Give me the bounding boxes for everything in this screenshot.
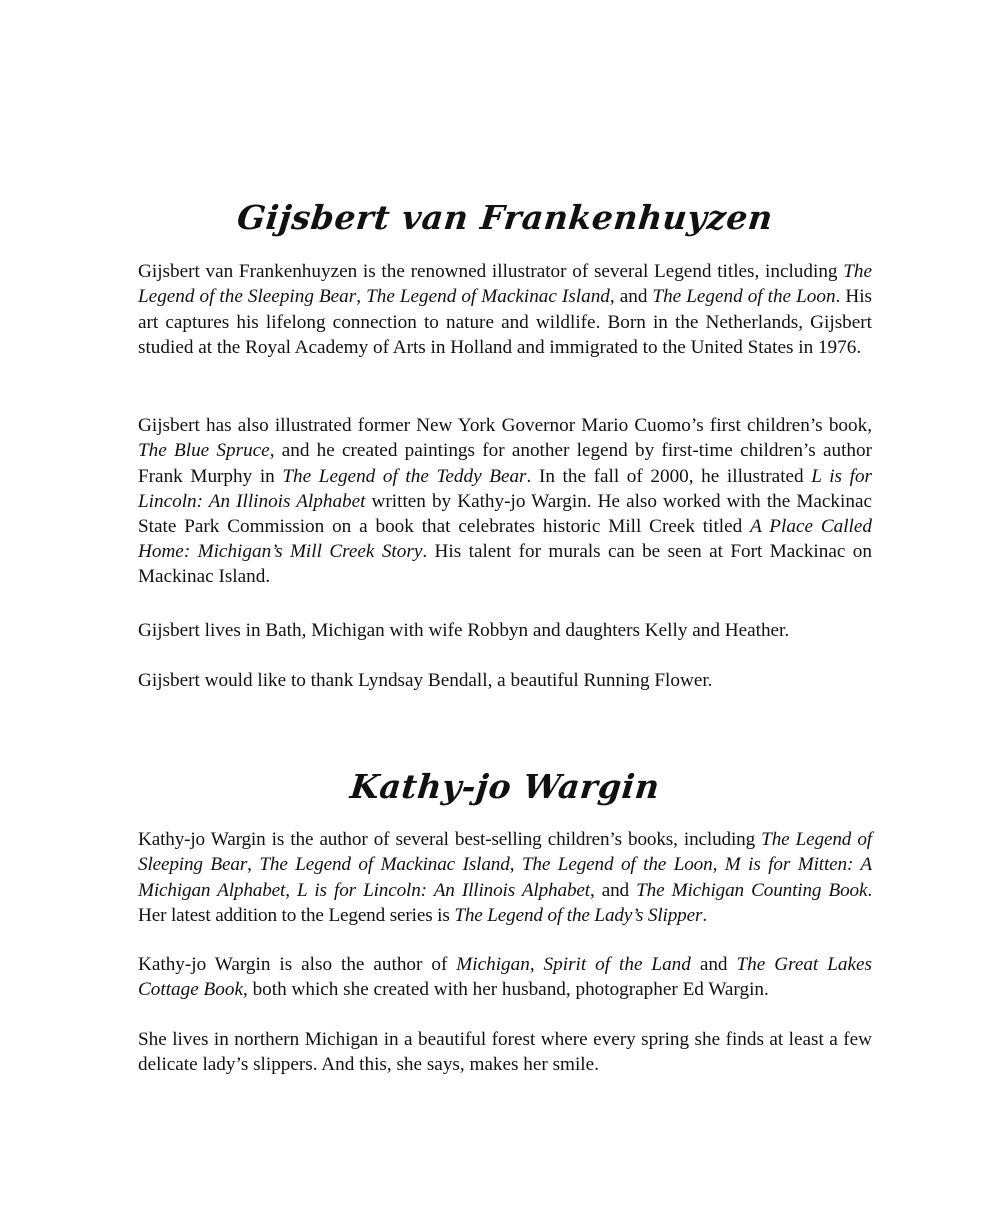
- body-text: . His art captures his lifelong connection to nature and wildlife. Born in the Netherlands, Gijsbert studied at the Royal Academy of Arts in Holland and immigrated to the United States in 1976.: [138, 286, 873, 358]
- book-title: L is for Lincoln: An Illinois Alphabet: [138, 465, 873, 512]
- body-text: , and: [609, 286, 653, 308]
- body-text: Kathy-jo Wargin is the author of several best-selling children’s books, including: [138, 829, 762, 851]
- body-text: Gijsbert has also illustrated former New York Governor Mario Cuomo’s first children’s book,: [138, 415, 872, 437]
- book-title: The Great Lakes Cottage Book: [138, 954, 872, 1001]
- body-text: written by Kathy-jo Wargin. He also worked with the Mackinac State Park Commission on a book that celebrates historic Mill Creek titled: [138, 490, 872, 537]
- book-title: The Michigan Counting Book: [636, 879, 868, 901]
- section-heading-gijsbert-van-frankenhuyzen: Gijsbert van Frankenhuyzen: [235, 198, 775, 238]
- body-text: . Her latest addition to the Legend series is: [138, 879, 872, 926]
- body-text: ,: [285, 879, 298, 901]
- body-text: ,: [509, 854, 522, 876]
- book-title: The Legend of the Loon: [521, 854, 713, 876]
- paragraph-gijsbert-family: [138, 618, 872, 643]
- body-text: Gijsbert van Frankenhuyzen is the renowned illustrator of several Legend titles, including: [138, 261, 844, 283]
- body-text: and: [690, 954, 737, 976]
- body-text: , and: [589, 879, 637, 901]
- paragraph-kathyjo-home: [138, 1027, 872, 1077]
- body-text: , both which she created with her husband, photographer Ed Wargin.: [242, 979, 769, 1001]
- body-text: Kathy-jo Wargin is also the author of: [138, 954, 457, 976]
- body-text: Gijsbert would like to thank Lyndsay Bendall, a beautiful Running Flower.: [138, 670, 713, 692]
- paragraph-kathyjo-books: [138, 827, 872, 928]
- section-heading-kathy-jo-wargin: Kathy-jo Wargin: [348, 767, 662, 807]
- body-text: . His talent for murals can be seen at Fort Mackinac on Mackinac Island.: [138, 541, 872, 588]
- body-text: She lives in northern Michigan in a beautiful forest where every spring she finds at least a few delicate lady’s slippers. And this, she says, makes her smile.: [138, 1029, 872, 1076]
- body-text: ,: [712, 854, 725, 876]
- book-title: The Legend of the Lady’s Slipper: [454, 904, 703, 926]
- body-text: . In the fall of 2000, he illustrated: [526, 465, 812, 487]
- paragraph-kathyjo-collaborations: [138, 952, 872, 1002]
- book-title: M is for Mitten: A Michigan Alphabet: [138, 854, 872, 901]
- body-text: .: [702, 904, 707, 926]
- book-title: The Legend of Mackinac Island: [366, 286, 610, 308]
- paragraph-gijsbert-intro: [138, 259, 872, 360]
- book-title: The Blue Spruce: [138, 440, 270, 462]
- book-title: L is for Lincoln: An Illinois Alphabet: [297, 879, 590, 901]
- paragraph-gijsbert-works: [138, 413, 872, 589]
- book-title: The Legend of the Loon: [652, 286, 836, 308]
- book-title: Michigan, Spirit of the Land: [456, 954, 691, 976]
- book-title: The Legend of the Teddy Bear: [282, 465, 527, 487]
- body-text: Gijsbert lives in Bath, Michigan with wife Robbyn and daughters Kelly and Heather.: [138, 620, 790, 642]
- paragraph-gijsbert-thanks: [138, 668, 872, 693]
- book-title: The Legend of Mackinac Island: [259, 854, 510, 876]
- book-title: The Legend of Sleeping Bear: [138, 829, 872, 876]
- body-text: ,: [356, 286, 367, 308]
- book-title: The Legend of the Sleeping Bear: [138, 261, 872, 308]
- book-title: A Place Called Home: Michigan’s Mill Creek Story: [138, 516, 872, 563]
- body-text: ,: [247, 854, 260, 876]
- body-text: , and he created paintings for another legend by first-time children’s author Frank Murphy in: [138, 440, 872, 487]
